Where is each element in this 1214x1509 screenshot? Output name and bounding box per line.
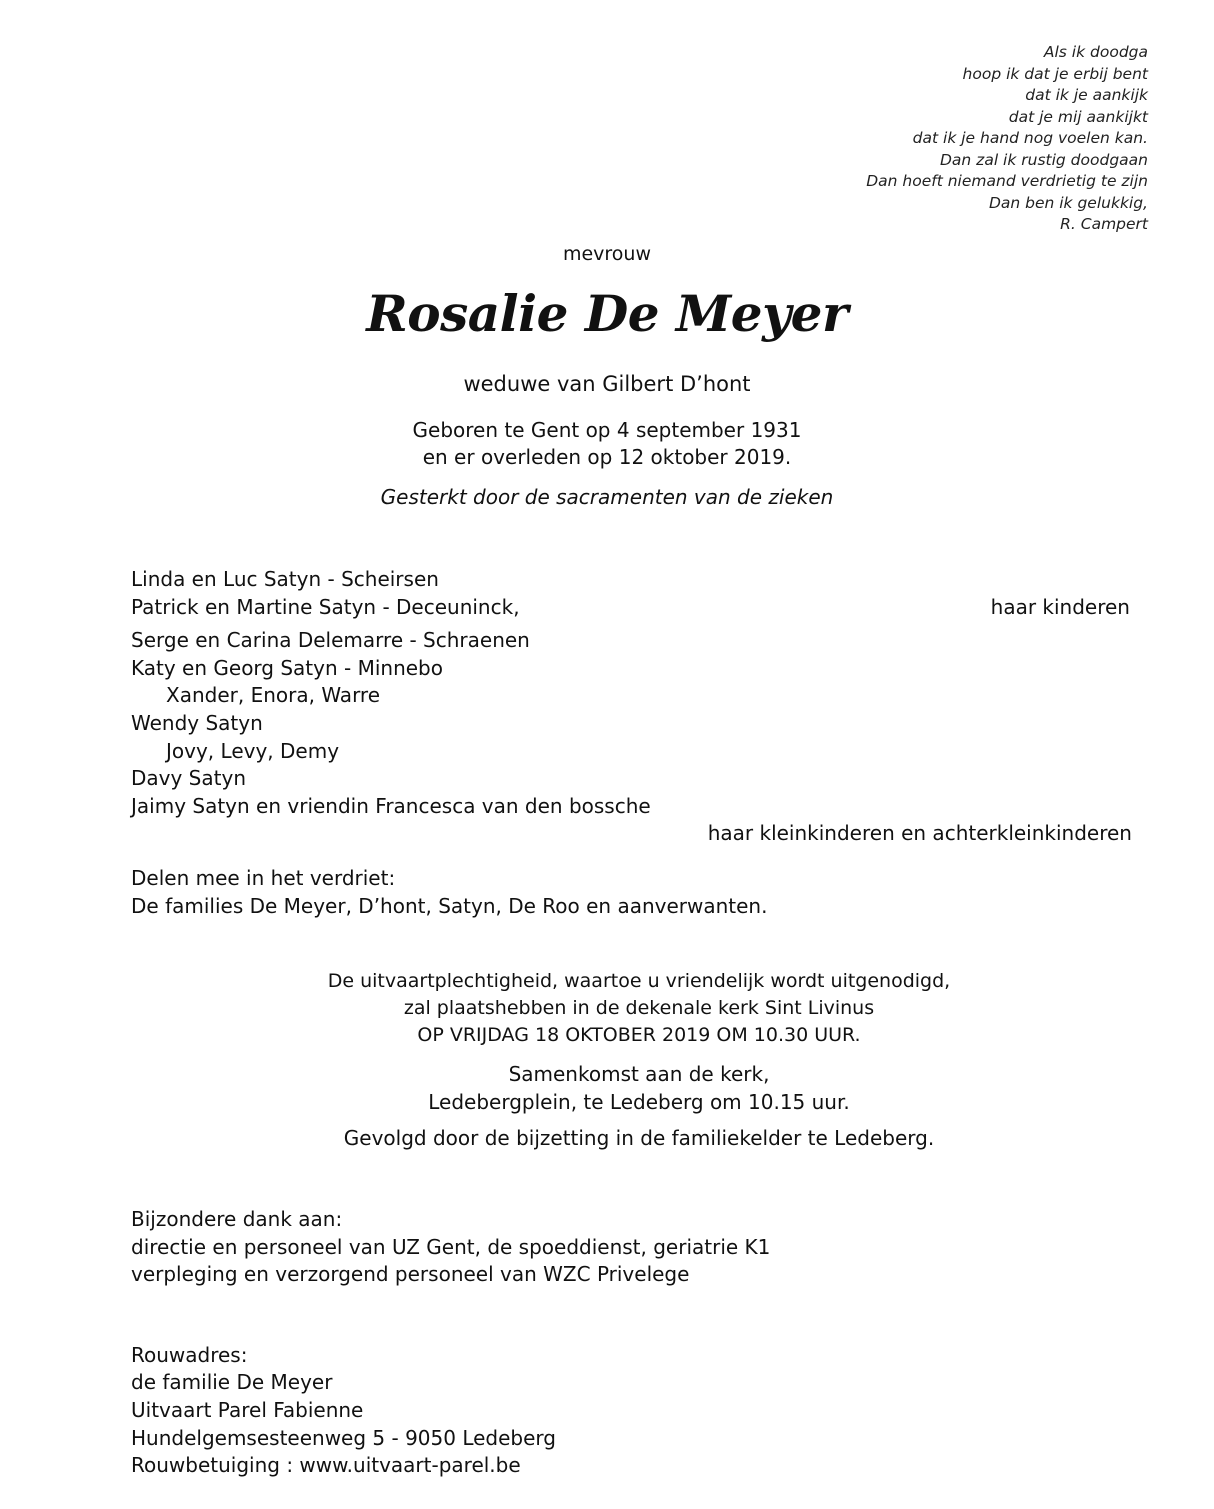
address-heading: Rouwadres:	[131, 1343, 248, 1367]
grandchild-entry: Jaimy Satyn en vriendin Francesca van den bossche	[131, 794, 651, 818]
grandchild-entry: Wendy Satyn	[131, 711, 263, 735]
widow-of: weduwe van Gilbert D’hont	[463, 372, 751, 396]
poem-line: dat ik je hand nog voelen kan.	[912, 129, 1148, 147]
sacraments-line: Gesterkt door de sacramenten van de zieken	[380, 485, 834, 509]
ceremony-date: OP VRIJDAG 18 OKTOBER 2019 OM 10.30 UUR.	[417, 1024, 861, 1046]
child-entry: Linda en Luc Satyn - Scheirsen	[131, 567, 439, 591]
great-grandchildren-entry: Xander, Enora, Warre	[166, 683, 381, 707]
ceremony-line: De uitvaartplechtigheid, waartoe u vriendelijk wordt uitgenodigd,	[327, 970, 951, 992]
share-heading: Delen mee in het verdriet:	[131, 866, 396, 890]
poem-author: R. Campert	[1060, 215, 1148, 233]
grandchildren-label: haar kleinkinderen en achterkleinkinderen	[707, 821, 1132, 845]
address-line: Uitvaart Parel Fabienne	[131, 1398, 364, 1422]
address-line: de familie De Meyer	[131, 1370, 333, 1394]
poem	[866, 42, 1148, 236]
deceased-name: Rosalie De Meyer	[366, 284, 848, 343]
share-text: De families De Meyer, D’hont, Satyn, De Roo en aanverwanten.	[131, 894, 768, 918]
birth-line: Geboren te Gent op 4 september 1931	[412, 418, 802, 442]
thanks-line: directie en personeel van UZ Gent, de spoeddienst, geriatrie K1	[131, 1235, 771, 1259]
address-line: Hundelgemsesteenweg 5 - 9050 Ledeberg	[131, 1426, 556, 1450]
poem-line: Dan zal ik rustig doodgaan	[940, 150, 1148, 169]
poem-line: Als ik doodga	[1043, 43, 1148, 61]
ceremony-line: zal plaatshebben in de dekenale kerk Sint Livinus	[403, 997, 875, 1019]
condolence-website: Rouwbetuiging : www.uitvaart-parel.be	[131, 1453, 521, 1477]
grandchild-entry: Davy Satyn	[131, 766, 246, 790]
burial-line: Gevolgd door de bijzetting in de familiekelder te Ledeberg.	[343, 1126, 935, 1150]
poem-line: dat je mij aankijkt	[1008, 107, 1148, 126]
thanks-line: verpleging en verzorgend personeel van WZC Privelege	[131, 1262, 690, 1286]
death-line: en er overleden op 12 oktober 2019.	[422, 445, 792, 469]
child-entry: Patrick en Martine Satyn - Deceuninck,	[131, 595, 520, 619]
meeting-line: Ledebergplein, te Ledeberg om 10.15 uur.	[428, 1090, 850, 1114]
poem-line: Dan ben ik gelukkig,	[988, 193, 1148, 212]
grandchild-entry: Katy en Georg Satyn - Minnebo	[131, 656, 443, 680]
poem-line: Dan hoeft niemand verdrietig te zijn	[866, 172, 1148, 190]
honorific: mevrouw	[562, 243, 652, 265]
grandchild-entry: Serge en Carina Delemarre - Schraenen	[131, 628, 530, 652]
thanks-heading: Bijzondere dank aan:	[131, 1207, 343, 1231]
poem-line: hoop ik dat je erbij bent	[962, 64, 1148, 83]
children-label: haar kinderen	[990, 595, 1130, 619]
great-grandchildren-entry: Jovy, Levy, Demy	[166, 739, 340, 763]
meeting-line: Samenkomst aan de kerk,	[508, 1062, 770, 1086]
poem-line: dat ik je aankijk	[1025, 86, 1148, 104]
